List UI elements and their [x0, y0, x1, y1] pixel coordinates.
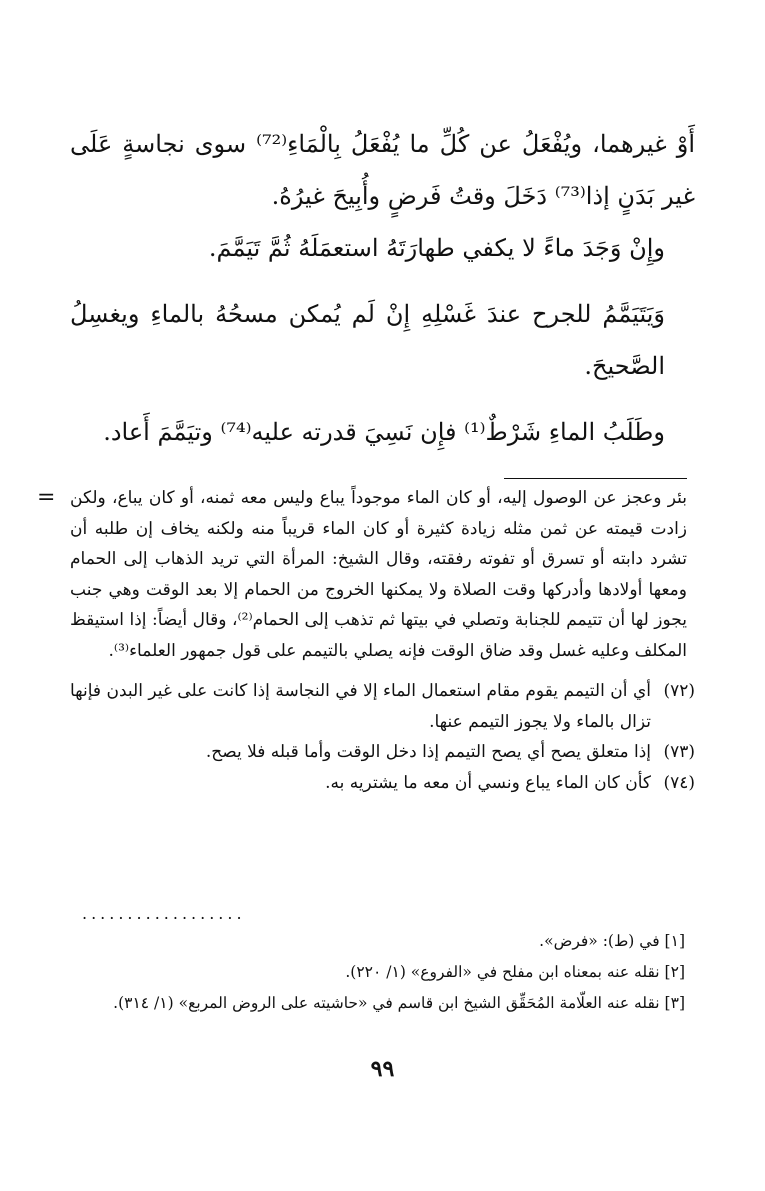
reference-2: [70, 957, 685, 988]
reference-3: [70, 988, 685, 1019]
editor-references: [70, 926, 685, 1019]
main-text: [70, 118, 695, 458]
main-paragraph-3: وَيَتَيَمَّمُ للجرح عندَ غَسْلِهِ إِنْ لَم يُمكن مسحُهُ بالماءِ ويغسِلُ الصَّحيحَ.: [70, 300, 665, 380]
reference-1: [70, 926, 685, 957]
footnote-separator-line: [504, 478, 687, 479]
footnotes: [70, 483, 695, 798]
references-separator-dots: ..................: [82, 904, 246, 923]
footnote-continuation: بئر وعجز عن الوصول إليه، أو كان الماء موجوداً يباع وليس معه ثمنه، أو كان يباع، ولكن زادت قيمته عن ثمن مثله زيادة كثيرة أو كان الماء قريباً منه ولكنه يخاف إن طلبه أن تشرد دابته أو تسرق أو تفوته رفقته، وقال الشيخ: المرأة التي تريد الذهاب إلى الحمام ومعها أولادها وأدركها وقت الصلاة ولا يمكنها الخروج من الحمام إلا بعد الوقت وهي جنب يجوز لها أن تتيمم للجنابة وتصلي في بيتها ثم تذهب إلى الحمام⁽²⁾، وقال أيضاً: إذا استيقظ المكلف وعليه غسل وقد ضاق الوقت فإنه يصلي بالتيمم على قول جمهور العلماء⁽³⁾.: [70, 488, 687, 661]
reference-number: [٢]: [664, 963, 685, 981]
footnote-72: [70, 676, 695, 737]
page-number: ٩٩: [370, 1056, 395, 1082]
footnote-number: (٧٤): [663, 772, 695, 793]
footnote-74: [70, 768, 695, 799]
footnote-number: (٧٢): [663, 681, 695, 701]
footnote-text: إذا متعلق يصح أي يصح التيمم إذا دخل الوقت وأما قبله فلا يصح.: [205, 742, 651, 762]
reference-number: [١]: [664, 932, 685, 950]
footnote-text: أي أن التيمم يقوم مقام استعمال الماء إلا في النجاسة إذا كانت على غير البدن فإنها تزال بالماء ولا يجوز التيمم عنها.: [70, 681, 651, 732]
main-paragraph-4: وطَلَبُ الماءِ شَرْطٌ⁽¹⁾ فإِن نَسِيَ قدرته عليه⁽⁷⁴⁾ وتيَمَّمَ أَعاد.: [103, 418, 665, 446]
footnote-number: (٧٣): [663, 742, 695, 762]
reference-text: نقله عنه بمعناه ابن مفلح في «الفروع» (١/ ٢٢٠).: [345, 963, 660, 981]
continuation-mark: =: [37, 485, 56, 510]
reference-text: نقله عنه العلّامة المُحَقِّق الشيخ ابن قاسم في «حاشيته على الروض المربع» (١/ ٣١٤).: [113, 994, 660, 1012]
reference-text: في (ط): «فرض».: [539, 932, 660, 950]
footnote-73: [70, 737, 695, 768]
main-paragraph-1: أَوْ غيرهما، ويُفْعَلُ عن كُلِّ ما يُفْعَلُ بِالْمَاءِ⁽⁷²⁾ سوى نجاسةٍ عَلَى غير بَدَنٍ إذا⁽⁷³⁾ دَخَلَ وقتُ فَرضٍ وأُبِيحَ غيرُهُ.: [70, 130, 695, 210]
main-paragraph-2: وإِنْ وَجَدَ ماءً لا يكفي طهارَتَهُ استعمَلَهُ ثُمَّ تَيَمَّمَ.: [208, 234, 665, 262]
reference-number: [٣]: [664, 994, 685, 1012]
footnote-text: كأن كان الماء يباع ونسي أن معه ما يشتريه به.: [325, 772, 651, 793]
